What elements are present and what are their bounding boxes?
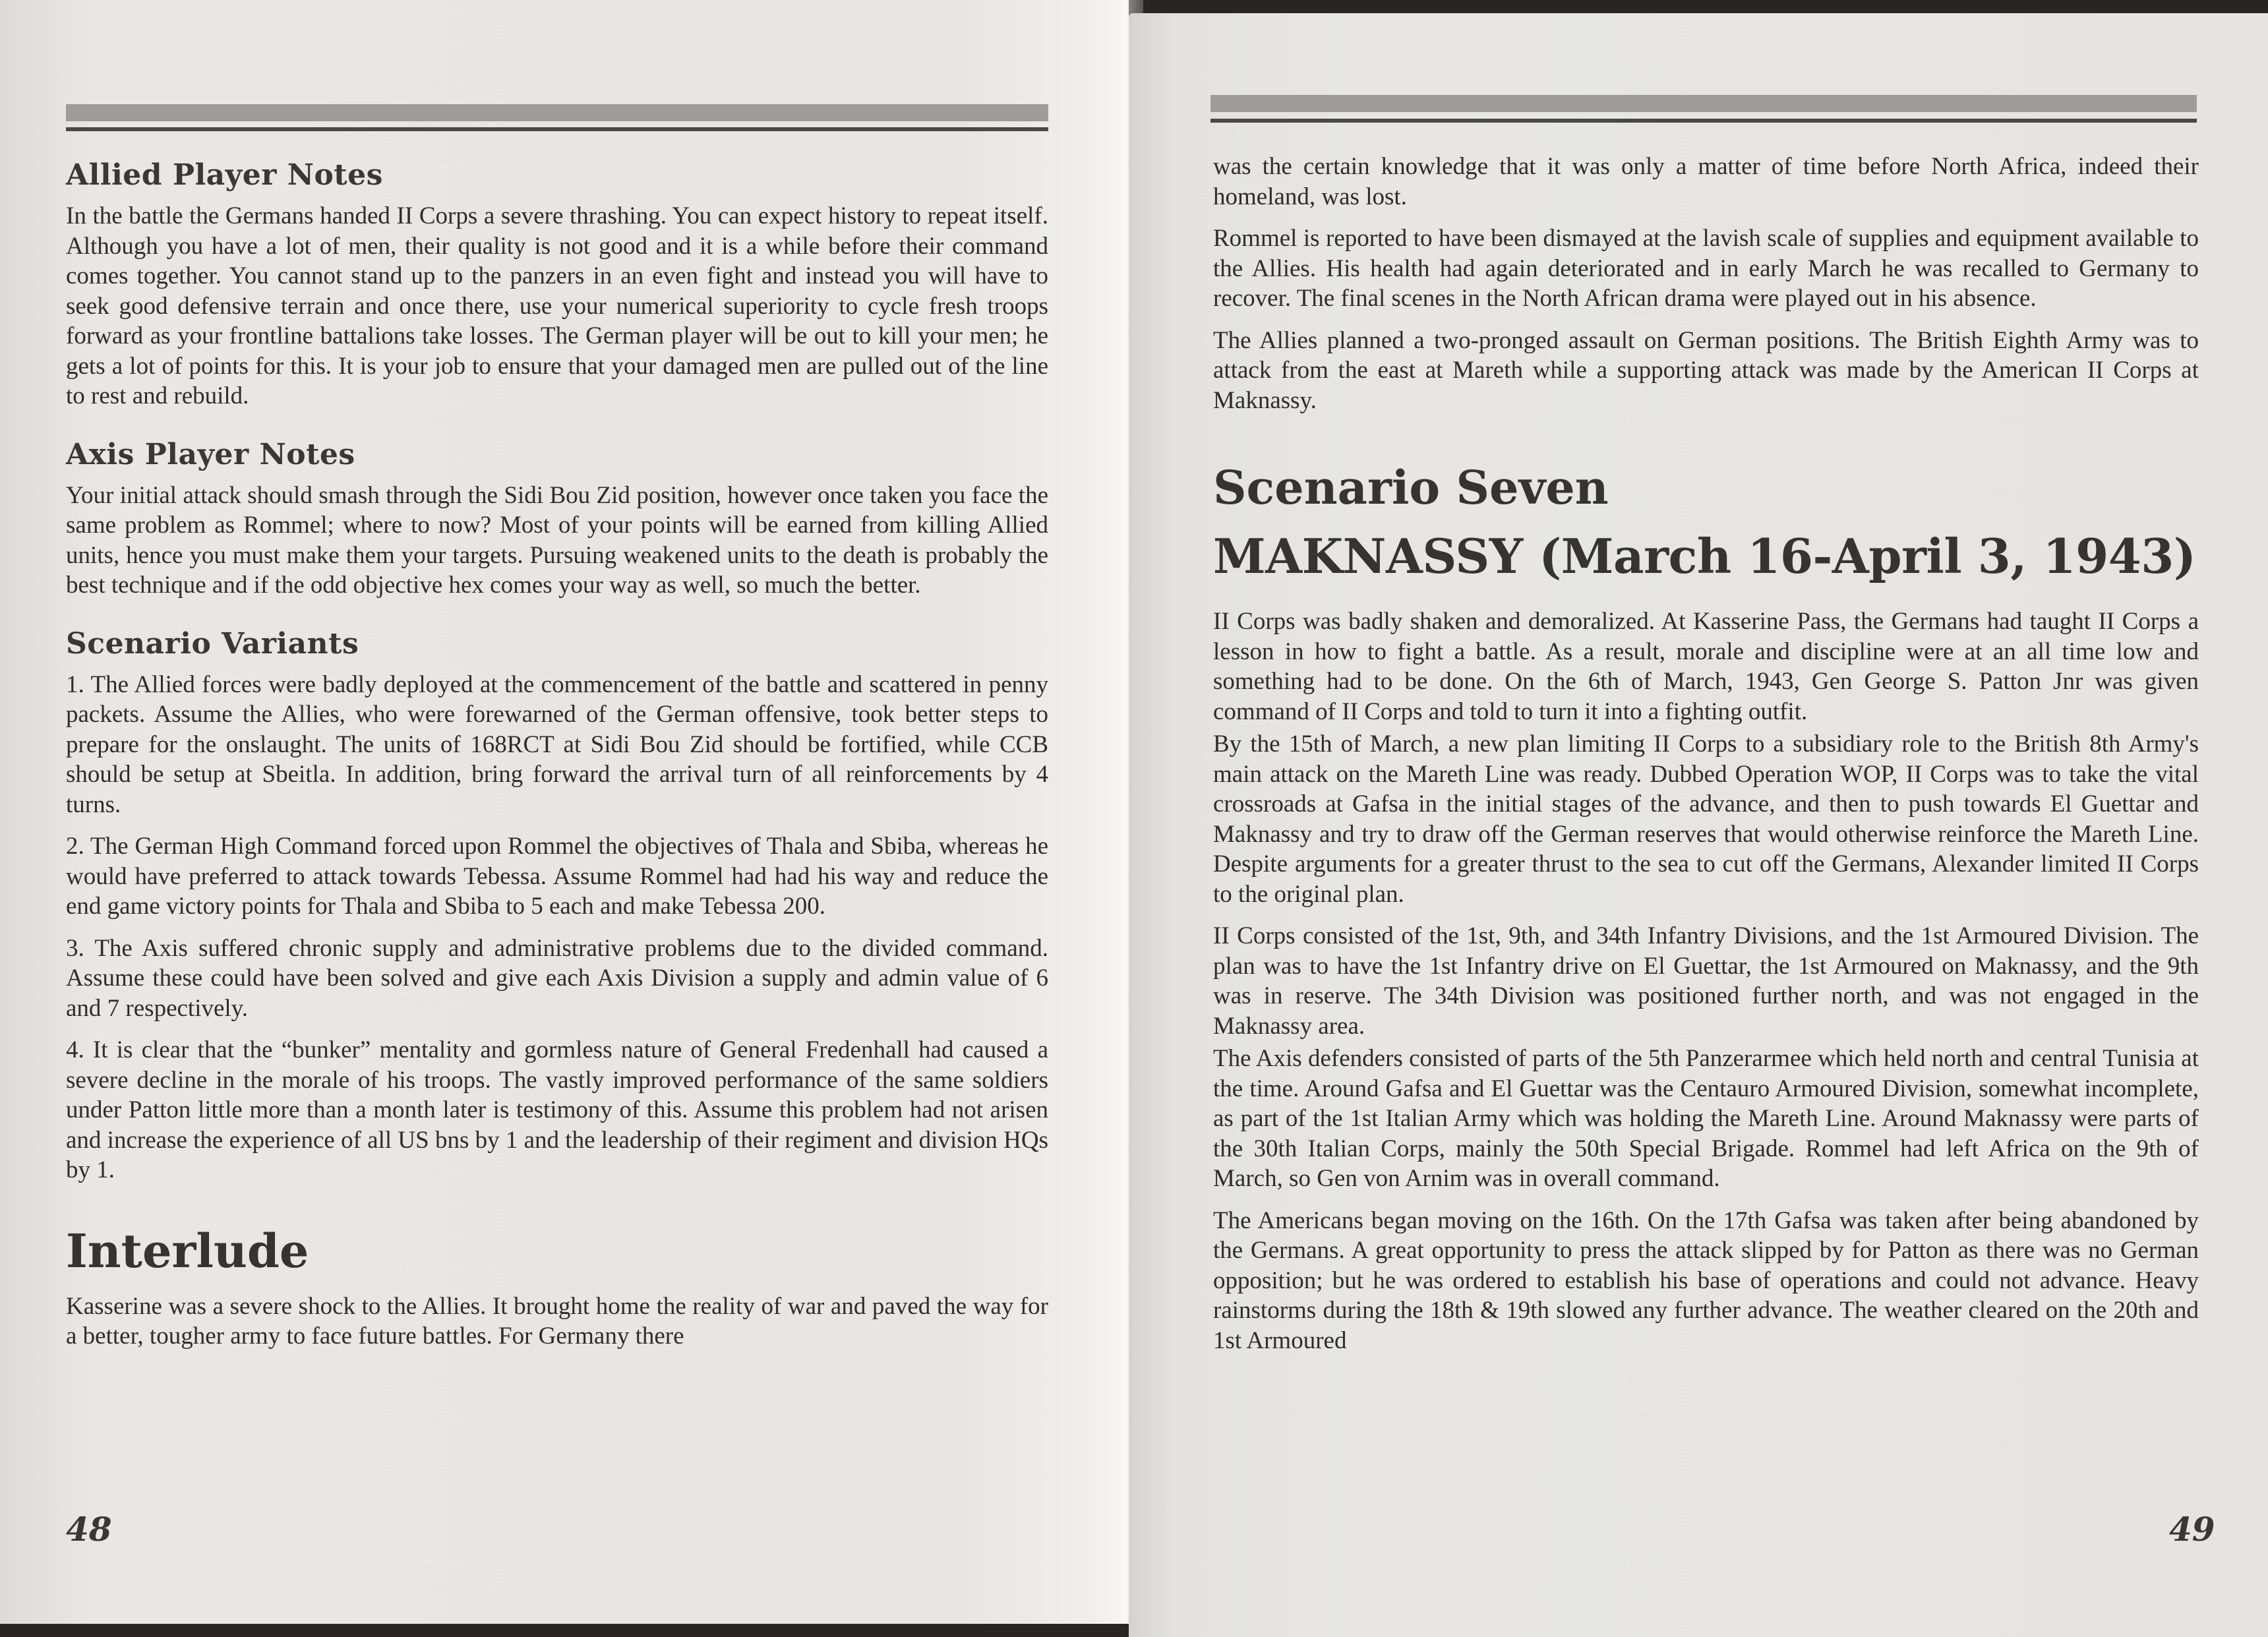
page-number-right: 49 — [2169, 1510, 2215, 1549]
paragraph: II Corps was badly shaken and demoralized. At Kasserine Pass, the Germans had taught II Corps a lesson in how to fight a battle. As a result, morale and discipline were at an all time low and something had to be done. On the 6th of March, 1943, Gen George S. Patton Jnr was given command of II Corps and told to turn it into a fighting outfit. — [1213, 608, 2199, 725]
variant-item-2: 2. The German High Command forced upon Rommel the objectives of Thala and Sbiba, whereas he would have preferred to attack towards Tebessa. Assume Rommel had had his way and reduce the end game victory points for Thala and Sbiba to 5 each and make Tebessa 200. — [66, 833, 1048, 920]
left-page — [0, 0, 1129, 1624]
interlude-paragraph: Kasserine was a severe shock to the Allies. It brought home the reality of war and paved the way for a better, tougher army to face future battles. For Germany there — [66, 1292, 1048, 1350]
paragraph: II Corps consisted of the 1st, 9th, and 34th Infantry Divisions, and the 1st Armoured Division. The plan was to have the 1st Infantry drive on El Guettar, the 1st Armoured on Maknassy, and the 9th was in reserve. The 34th Division was positioned further north, and was not engaged in the Maknassy area. — [1213, 922, 2199, 1040]
header-rule-line — [66, 127, 1048, 131]
variant-item-3: 3. The Axis suffered chronic supply and administrative problems due to the divided command. Assume these could have been solved and give each Axis Division a supply and admin value of 6 and 7 respectively. — [66, 934, 1048, 1022]
paragraph: was the certain knowledge that it was only a matter of time before North Africa, indeed their homeland, was lost. — [1213, 153, 2199, 210]
scenario-title: Scenario Seven — [1213, 460, 1609, 515]
paragraph: By the 15th of March, a new plan limiting II Corps to a subsidiary role to the British 8th Army's main attack on the Mareth Line was ready. Dubbed Operation WOP, II Corps was to take the vital crossroads at Gafsa in the initial stages of the advance, and then to push towards El Guettar and Maknassy and try to draw off the German reserves that would otherwise reinforce the Mareth Line. Despite arguments for a greater thrust to the sea to cut off the Germans, Alexander limited II Corps to the original plan. — [1213, 730, 2199, 908]
page-number-left: 48 — [66, 1510, 112, 1549]
paragraph: In the battle the Germans handed II Corps a severe thrashing. You can expect history to repeat itself. Although you have a lot of men, their quality is not good and it is a while before their command comes together. You cannot stand up to the panzers in an even fight and instead you will have to seek good defensive terrain and once there, use your numerical superiority to cycle fresh troops forward as your frontline battalions take losses. The German player will be out to kill your men; he gets a lot of points for this. It is your job to ensure that your damaged men are pulled out of the line to rest and rebuild. — [66, 202, 1048, 409]
header-rule-bar — [1210, 95, 2197, 112]
right-page-content — [1213, 152, 2199, 1367]
paragraph: Rommel is reported to have been dismayed at the lavish scale of supplies and equipment available to the Allies. His health had again deteriorated and in early March he was recalled to Germany to recover. The final scenes in the North African drama were played out in his absence. — [1213, 225, 2199, 312]
paragraph: The Americans began moving on the 16th. On the 17th Gafsa was taken after being abandoned by the Germans. A great opportunity to press the attack slipped by for Patton as there was no German opposition; but he was ordered to establish his base of operations and could not advance. Heavy rainstorms during the 18th & 19th slowed any further advance. The weather cleared on the 20th and 1st Armoured — [1213, 1206, 2199, 1354]
scenario-subtitle: MAKNASSY (March 16-April 3, 1943) — [1213, 528, 2196, 584]
paragraph: The Allies planned a two-pronged assault on German positions. The British Eighth Army was to attack from the east at Mareth while a supporting attack was made by the American II Corps at Maknassy. — [1213, 326, 2199, 414]
paragraph: The Axis defenders consisted of parts of the 5th Panzerarmee which held north and central Tunisia at the time. Around Gafsa and El Guettar was the Centauro Armoured Division, somewhat incomplete, as part of the 1st Italian Army which was holding the Mareth Line. Around Maknassy were parts of the 30th Italian Corps, mainly the 50th Special Brigade. Rommel had left Africa on the 9th of March, so Gen von Arnim was in overall command. — [1213, 1045, 2199, 1192]
header-rule-bar — [66, 104, 1048, 121]
variant-item-4: 4. It is clear that the “bunker” mentality and gormless nature of General Fredenhall had caused a severe decline in the morale of his troops. The vastly improved performance of the same soldiers under Patton little more than a month later is testimony of this. Assume this problem had not arisen and increase the experience of all US bns by 1 and the leadership of their regiment and division HQs by 1. — [66, 1036, 1048, 1183]
left-page-content — [66, 158, 1048, 1363]
header-rule-line — [1210, 119, 2197, 123]
paragraph: Your initial attack should smash through the Sidi Bou Zid position, however once taken you face the same problem as Rommel; where to now? Most of your points will be earned from killing Allied units, hence you must make them your targets. Pursuing weakened units to the death is probably the best technique and if the odd objective hex comes your way as well, so much the better. — [66, 481, 1048, 599]
section-heading-axis-notes: Axis Player Notes — [66, 437, 355, 471]
interlude-heading: Interlude — [66, 1223, 309, 1278]
section-heading-allied-notes: Allied Player Notes — [66, 158, 383, 192]
section-heading-scenario-variants: Scenario Variants — [66, 626, 359, 661]
variant-item-1: 1. The Allied forces were badly deployed at the commencement of the battle and scattered in penny packets. Assume the Allies, who were forewarned of the German offensive, took better steps to prepare for the onslaught. The units of 168RCT at Sidi Bou Zid should be fortified, while CCB should be setup at Sbeitla. In addition, bring forward the arrival turn of all reinforcements by 4 turns. — [66, 670, 1048, 818]
